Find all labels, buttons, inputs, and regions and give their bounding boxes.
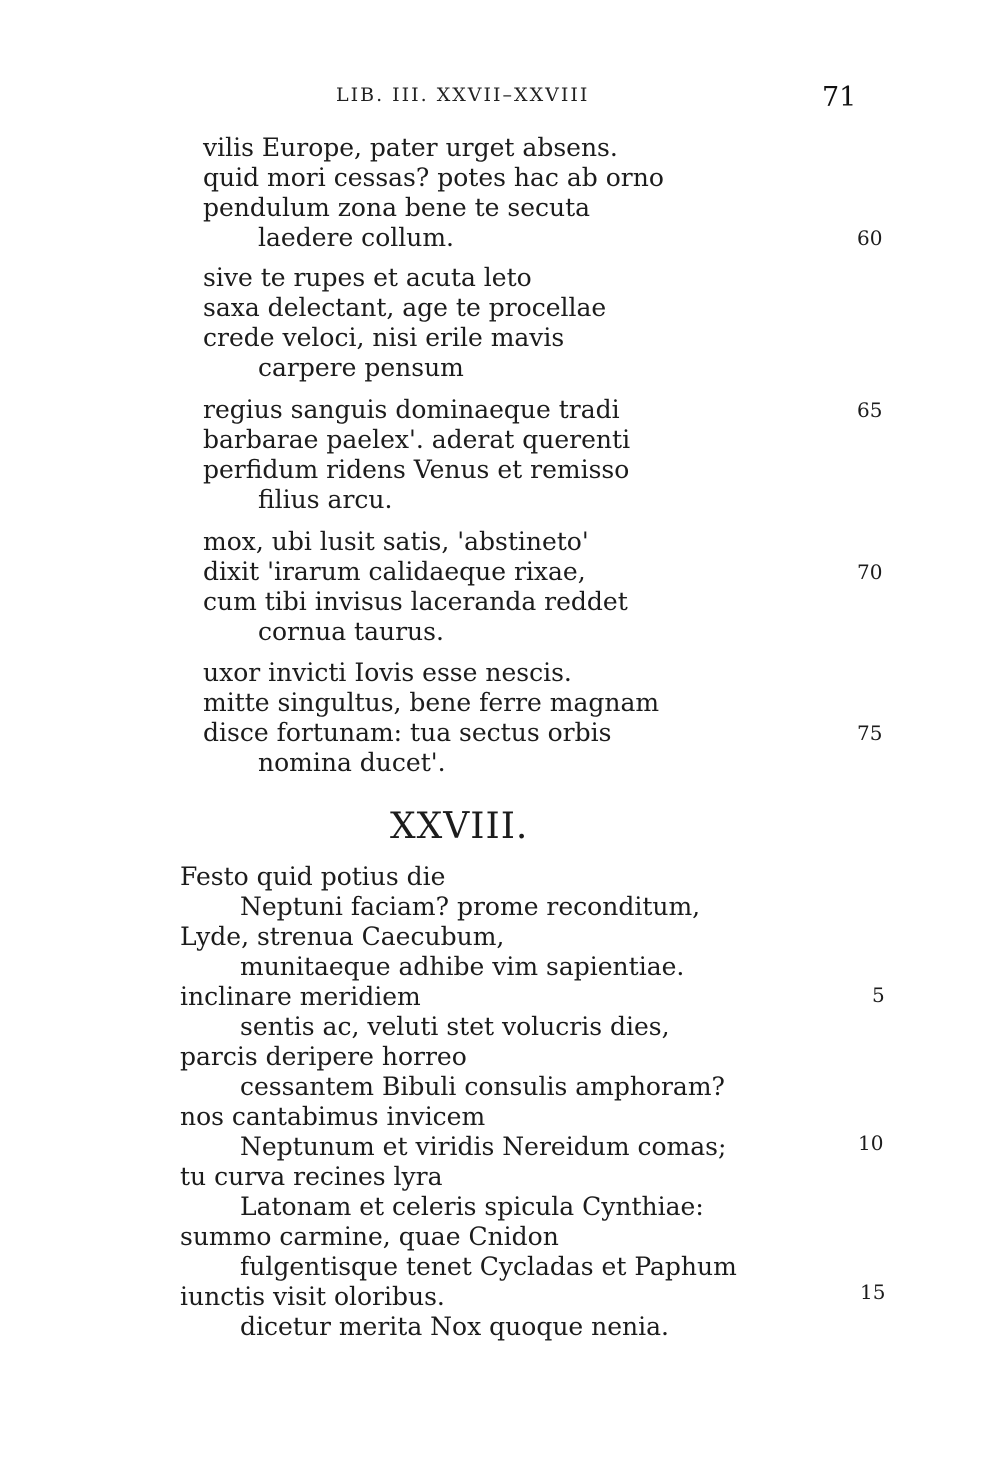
- verse-line: Latonam et celeris spicula Cynthiae:: [240, 1192, 704, 1221]
- verse-line: quid mori cessas? potes hac ab orno: [203, 163, 664, 192]
- verse-line: nos cantabimus invicem: [180, 1102, 486, 1131]
- verse-line: filius arcu.: [258, 485, 393, 514]
- verse-line: sive te rupes et acuta leto: [203, 263, 532, 292]
- verse-line: tu curva recines lyra: [180, 1162, 443, 1191]
- verse-line: laedere collum.: [258, 223, 454, 252]
- line-number: 5: [872, 983, 885, 1007]
- verse-line: perfidum ridens Venus et remisso: [203, 455, 630, 484]
- verse-line: mitte singultus, bene ferre magnam: [203, 688, 660, 717]
- line-number: 10: [858, 1131, 884, 1155]
- verse-line: dixit 'irarum calidaeque rixae,: [203, 557, 586, 586]
- verse-line: cornua taurus.: [258, 617, 444, 646]
- verse-line: fulgentisque tenet Cycladas et Paphum: [240, 1252, 737, 1281]
- verse-line: saxa delectant, age te procellae: [203, 293, 607, 322]
- verse-line: regius sanguis dominaeque tradi: [203, 395, 620, 424]
- verse-line: Neptunum et viridis Nereidum comas;: [240, 1132, 727, 1161]
- verse-line: crede veloci, nisi erile mavis: [203, 323, 565, 352]
- verse-line: parcis deripere horreo: [180, 1042, 467, 1071]
- verse-line: cessantem Bibuli consulis amphoram?: [240, 1072, 725, 1101]
- verse-line: Lyde, strenua Caecubum,: [180, 922, 505, 951]
- line-number: 65: [857, 398, 883, 422]
- verse-line: Festo quid potius die: [180, 862, 446, 891]
- verse-line: barbarae paelex'. aderat querenti: [203, 425, 631, 454]
- verse-line: inclinare meridiem: [180, 982, 421, 1011]
- verse-line: dicetur merita Nox quoque nenia.: [240, 1312, 670, 1341]
- verse-line: munitaeque adhibe vim sapientiae.: [240, 952, 685, 981]
- verse-line: pendulum zona bene te secuta: [203, 193, 591, 222]
- running-head: LIB. III. XXVII–XXVIII: [336, 84, 590, 106]
- line-number: 15: [860, 1280, 886, 1304]
- verse-line: vilis Europe, pater urget absens.: [203, 133, 618, 162]
- page-number: 71: [822, 82, 857, 113]
- verse-line: iunctis visit oloribus.: [180, 1282, 445, 1311]
- verse-line: Neptuni faciam? prome reconditum,: [240, 892, 701, 921]
- line-number: 60: [857, 226, 883, 250]
- verse-line: disce fortunam: tua sectus orbis: [203, 718, 612, 747]
- ode-title: XXVIII.: [390, 806, 529, 847]
- verse-line: carpere pensum: [258, 353, 464, 382]
- verse-line: uxor invicti Iovis esse nescis.: [203, 658, 572, 687]
- verse-line: sentis ac, veluti stet volucris dies,: [240, 1012, 670, 1041]
- verse-line: mox, ubi lusit satis, 'abstineto': [203, 527, 589, 556]
- verse-line: nomina ducet'.: [258, 748, 446, 777]
- line-number: 70: [857, 560, 883, 584]
- verse-line: cum tibi invisus laceranda reddet: [203, 587, 628, 616]
- verse-line: summo carmine, quae Cnidon: [180, 1222, 559, 1251]
- line-number: 75: [857, 721, 883, 745]
